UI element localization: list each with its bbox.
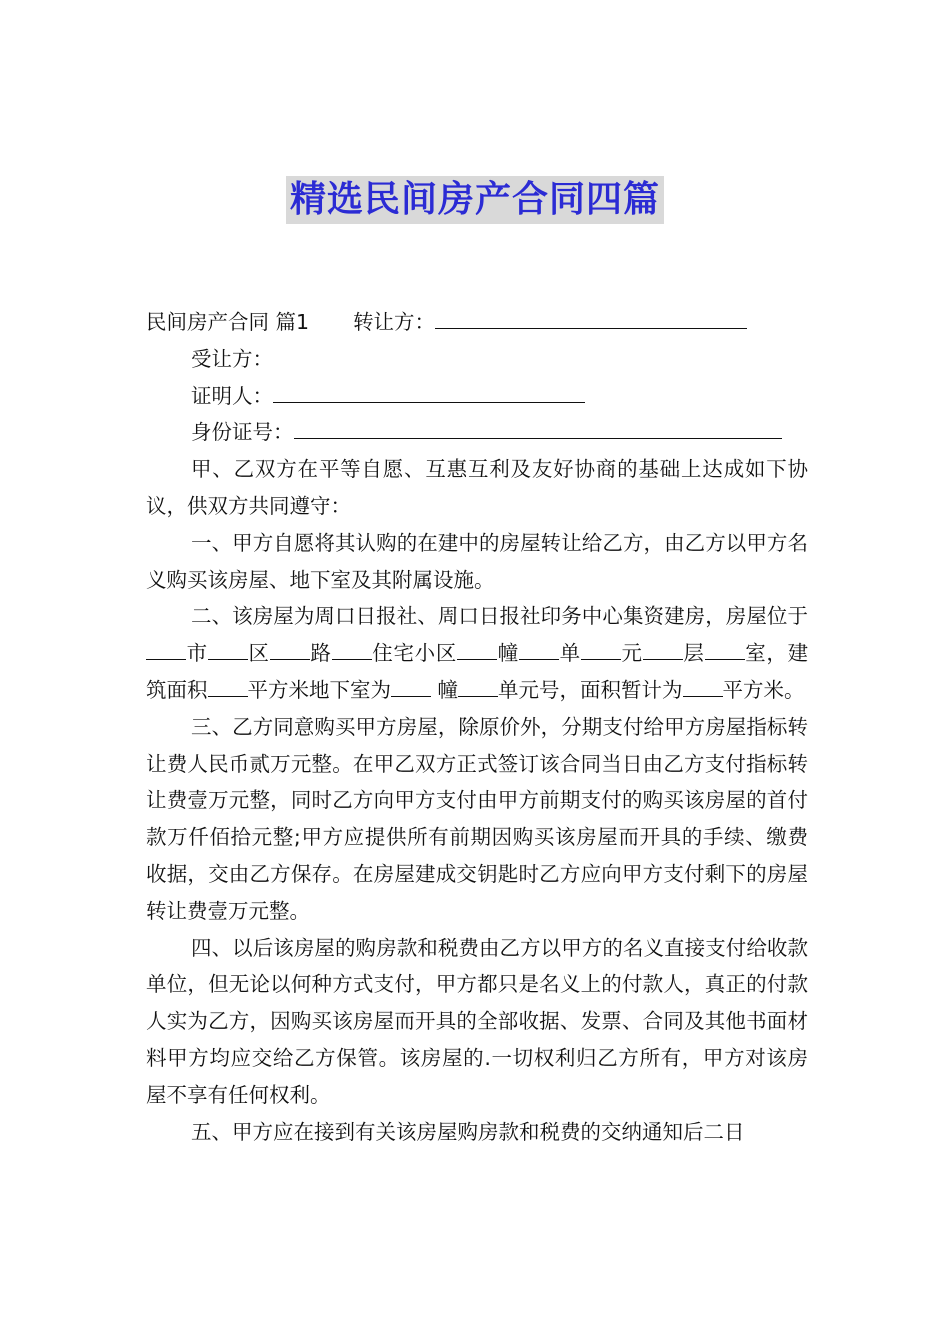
witness-blank [273, 382, 585, 403]
clause-1: 一、甲方自愿将其认购的在建中的房屋转让给乙方，由乙方以甲方名义购买该房屋、地下室及其附属设施。 [146, 530, 808, 592]
id-line [146, 414, 808, 451]
section-heading: 民间房产合同 篇1 [146, 310, 310, 334]
document-title-text: 精选民间房产合同四篇 [286, 176, 664, 224]
id-blank [294, 418, 782, 439]
clause-3: 三、乙方同意购买甲方房屋，除原价外，分期支付给甲方房屋指标转让费人民币贰万元整。在甲乙双方正式签订该合同当日由乙方支付指标转让费壹万元整，同时乙方向甲方支付由甲方前期支付的购买该房屋的首付款万仟佰拾元整;甲方应提供所有前期因购买该房屋而开具的手续、缴费收据，交由乙方保存。在房屋建成交钥匙时乙方应向甲方支付剩下的房屋转让费壹万元整。 [146, 714, 808, 923]
section-heading-line [146, 304, 808, 341]
clause-2: 二、该房屋为周口日报社、周口日报社印务中心集资建房，房屋位于市 区 路 住宅小区 幢 单 元 层 室，建筑面积 平方米地下室为 幢 单元号，面积暂计为 平方米。 [146, 604, 809, 702]
id-label: 身份证号： [191, 420, 294, 445]
transferor-blank [435, 308, 747, 329]
document-title [0, 176, 950, 224]
transferee-label: 受让方： [191, 346, 273, 371]
contract-body [146, 304, 808, 1150]
transferee-line [146, 341, 808, 378]
clause-4: 四、以后该房屋的购房款和税费由乙方以甲方的名义直接支付给收款单位，但无论以何种方式支付，甲方都只是名义上的付款人，真正的付款人实为乙方，因购买该房屋而开具的全部收据、发票、合同及其他书面材料甲方均应交给乙方保管。该房屋的.一切权利归乙方所有，甲方对该房屋不享有任何权利。 [146, 935, 808, 1107]
witness-line [146, 378, 808, 415]
clause-5: 五、甲方应在接到有关该房屋购房款和税费的交纳通知后二日 [191, 1119, 745, 1144]
intro-paragraph: 甲、乙双方在平等自愿、互惠互利及友好协商的基础上达成如下协议，供双方共同遵守： [146, 457, 808, 518]
transferor-label: 转让方： [353, 310, 436, 334]
witness-label: 证明人： [191, 383, 273, 408]
